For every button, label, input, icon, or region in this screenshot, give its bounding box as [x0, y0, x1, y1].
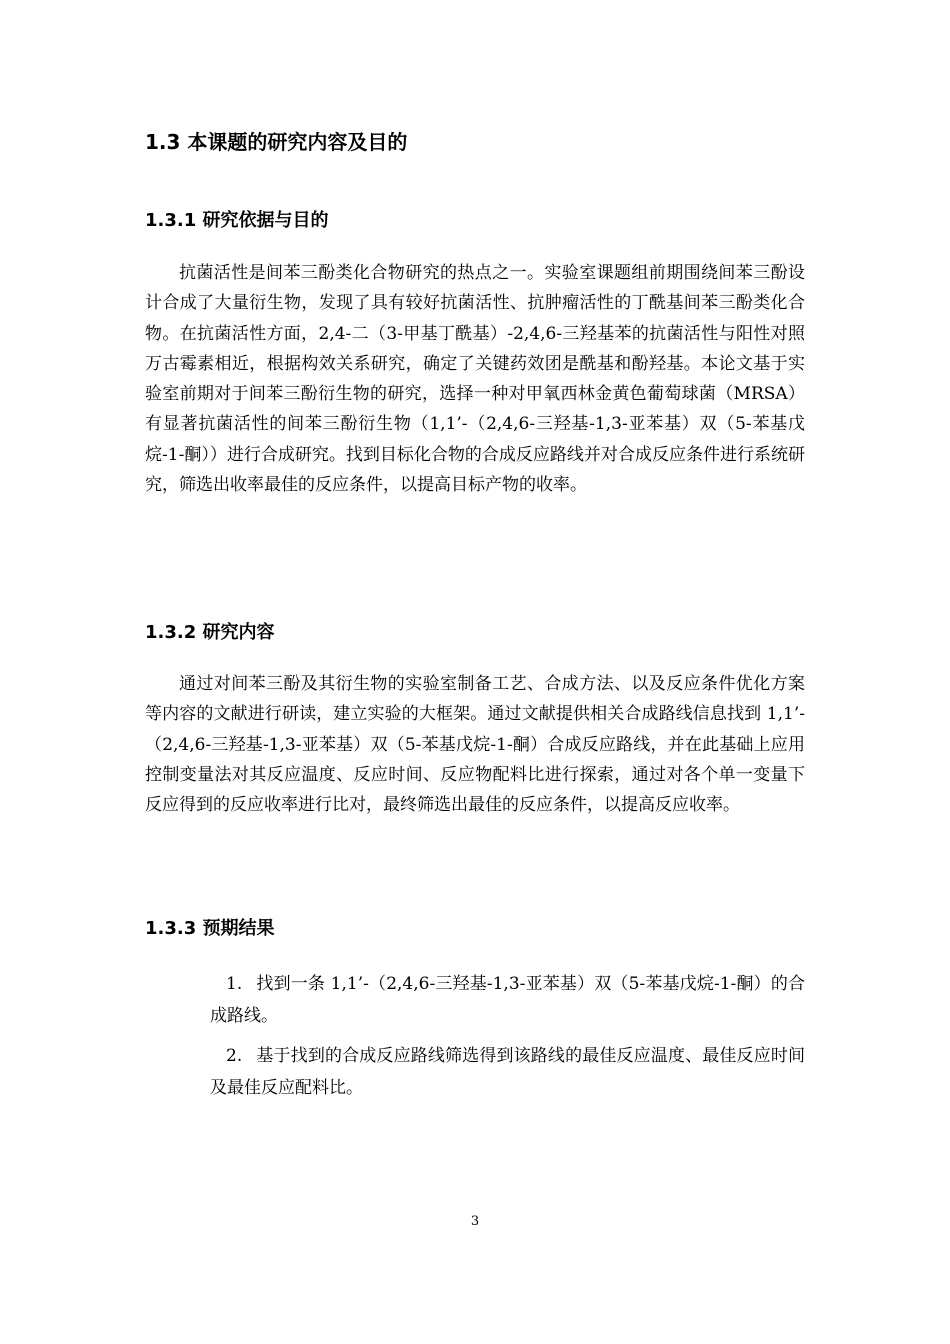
paragraph-basis: 抗菌活性是间苯三酚类化合物研究的热点之一。实验室课题组前期围绕间苯三酚设计合成了大量衍生物，发现了具有较好抗菌活性、抗肿瘤活性的丁酰基间苯三酚类化合物。在抗菌活性方面，2,4-二（3-甲基丁酰基）-2,4,6-三羟基苯的抗菌活性与阳性对照万古霉素相近，根据构效关系研究，确定了关键药效团是酰基和酚羟基。本论文基于实验室前期对于间苯三酚衍生物的研究，选择一种对甲氧西林金黄色葡萄球菌（MRSA）有显著抗菌活性的间苯三酚衍生物（1,1’-（2,4,6-三羟基-1,3-亚苯基）双（5-苯基戊烷-1-酮））进行合成研究。找到目标化合物的合成反应路线并对合成反应条件进行系统研究，筛选出收率最佳的反应条件，以提高目标产物的收率。 [145, 263, 805, 496]
page-number: 3 [470, 1214, 480, 1229]
subsection-heading-content: 1.3.2 研究内容 [145, 622, 275, 643]
list-item-number: 2. [226, 1046, 243, 1066]
subsection-heading-basis: 1.3.1 研究依据与目的 [145, 210, 329, 231]
list-item [210, 1040, 805, 1104]
section-heading: 1.3 本课题的研究内容及目的 [145, 130, 408, 154]
subsection-heading-expected-results: 1.3.3 预期结果 [145, 918, 275, 939]
list-item-text: 基于找到的合成反应路线筛选得到该路线的最佳反应温度、最佳反应时间及最佳反应配料比。 [210, 1046, 805, 1098]
list-item-number: 1. [226, 974, 243, 994]
expected-results-item-1 [210, 968, 805, 1032]
list-item [210, 968, 805, 1032]
list-item-text: 找到一条 1,1’-（2,4,6-三羟基-1,3-亚苯基）双（5-苯基戊烷-1-酮）的合成路线。 [210, 974, 805, 1026]
paragraph-content: 通过对间苯三酚及其衍生物的实验室制备工艺、合成方法、以及反应条件优化方案等内容的文献进行研读，建立实验的大框架。通过文献提供相关合成路线信息找到 1,1’-（2,4,6-三羟基-1,3-亚苯基）双（5-苯基戊烷-1-酮）合成反应路线，并在此基础上应用控制变量法对其反应温度、反应时间、反应物配料比进行探索，通过对各个单一变量下反应得到的反应收率进行比对，最终筛选出最佳的反应条件，以提高反应收率。 [145, 674, 805, 816]
expected-results-item-2 [210, 1040, 805, 1104]
